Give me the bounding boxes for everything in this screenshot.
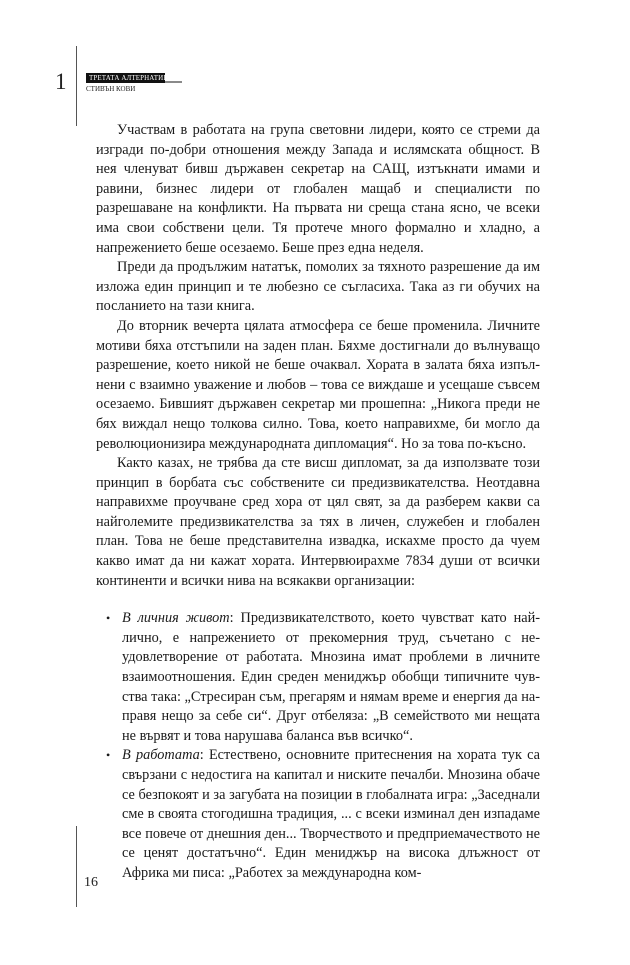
page-body: [96, 121, 540, 884]
margin-rule-top: [76, 46, 77, 126]
bullet-lead: В личния живот: [122, 610, 230, 627]
bullet-item-personal-life: [106, 609, 540, 746]
bullet-text: : Естествено, основните притеснения на хората тук са свързани с недостига на капитал и ниските печалби. Мнозина обаче се безпокоят и за загубата на позиции в глобалната игра: „Заседнали сме в своята стогодишна традиция, ... с всеки изминал ден изпадаме все повече от днешния ден... Творчеството и предприемачеството не се ценят достатъчно“. Един мениджър на висока длъжност от Африка ми писа: „Работех за международна ком-: [122, 747, 541, 881]
bullet-icon: •: [106, 611, 111, 626]
paragraph: Участвам в работата на група световни лидери, която се стреми да изгради по-добри отношения между Запада и ислямската общност. В нея членуват бивш държавен секретар на САЩ, изтъкнати имами и равини, бизнес лидери от глобален мащаб и специалисти по разрешаване на конфликти. На първата ни среща стана ясно, че всеки има свои собствени цели. Тя протече много формално и хладно, а напрежението беше осезаемо. Беше през една неделя.: [96, 122, 540, 256]
bullet-text: : Предизвикателството, което чувстват като най-лично, е напрежението от прекомерния труд, съчетано с неудовлетворение от работата. Мнозина имат проблеми в личните взаимоотношения. Един среден мениджър обобщи типичните чувства така: „Стресиран съм, прегарям и нямам време и енергия да направя нещо за себе си“. Друг отбеляза: „В семейството ми нещата не вървят и това нарушава баланса във всичко“.: [122, 610, 540, 744]
running-title-block: [86, 73, 182, 83]
paragraph: До вторник вечерта цялата атмосфера се беше променила. Личните мотиви бяха отстъпили на заден план. Бяхме достигнали до вълнуващо разрешение, което никой не беше очаквал. Хората в залата бяха изпълнени с взаимно уважение и любов – това се виждаше и усещаше съвсем осезаемо. Бившият държавен секретар ми прошепна: „Никога преди не бях виждал нещо толкова силно. Това, което направихме, би могло да революционизира международната дипломация“. Но за това по-късно.: [96, 317, 540, 452]
paragraph: Преди да продължим нататък, помолих за тяхното разрешение да им изложа един принцип и те любезно се съгласиха. Така аз ги обучих на посланието на тази книга.: [96, 259, 540, 315]
margin-rule-bottom: [76, 826, 77, 907]
running-author: СТИВЪН КОВИ: [86, 85, 136, 93]
bullet-list: [96, 609, 540, 883]
chapter-number: 1: [55, 69, 67, 94]
bullet-item-work: [106, 746, 541, 883]
bullet-icon: •: [106, 748, 111, 763]
page-number: 16: [84, 875, 98, 890]
spacer: [96, 591, 540, 609]
running-head: [86, 73, 182, 95]
running-title: ТРЕТАТА АЛТЕРНАТИВА: [86, 73, 165, 83]
bullet-lead: В работата: [122, 747, 200, 764]
paragraph: Както казах, не трябва да сте висш дипломат, за да използвате този принцип в борбата със собствените си предизвикателства. Неотдавна направихме проучване сред хора от цял свят, за да разберем какви са найголемите предизвикателства за тях в личен, служебен и глобален план. Това не беше представителна извадка, искахме просто да чуем какво имат да ни кажат хората. Интервюирахме 7834 души от всички континенти и всички нива на всякакви организации:: [96, 455, 540, 589]
